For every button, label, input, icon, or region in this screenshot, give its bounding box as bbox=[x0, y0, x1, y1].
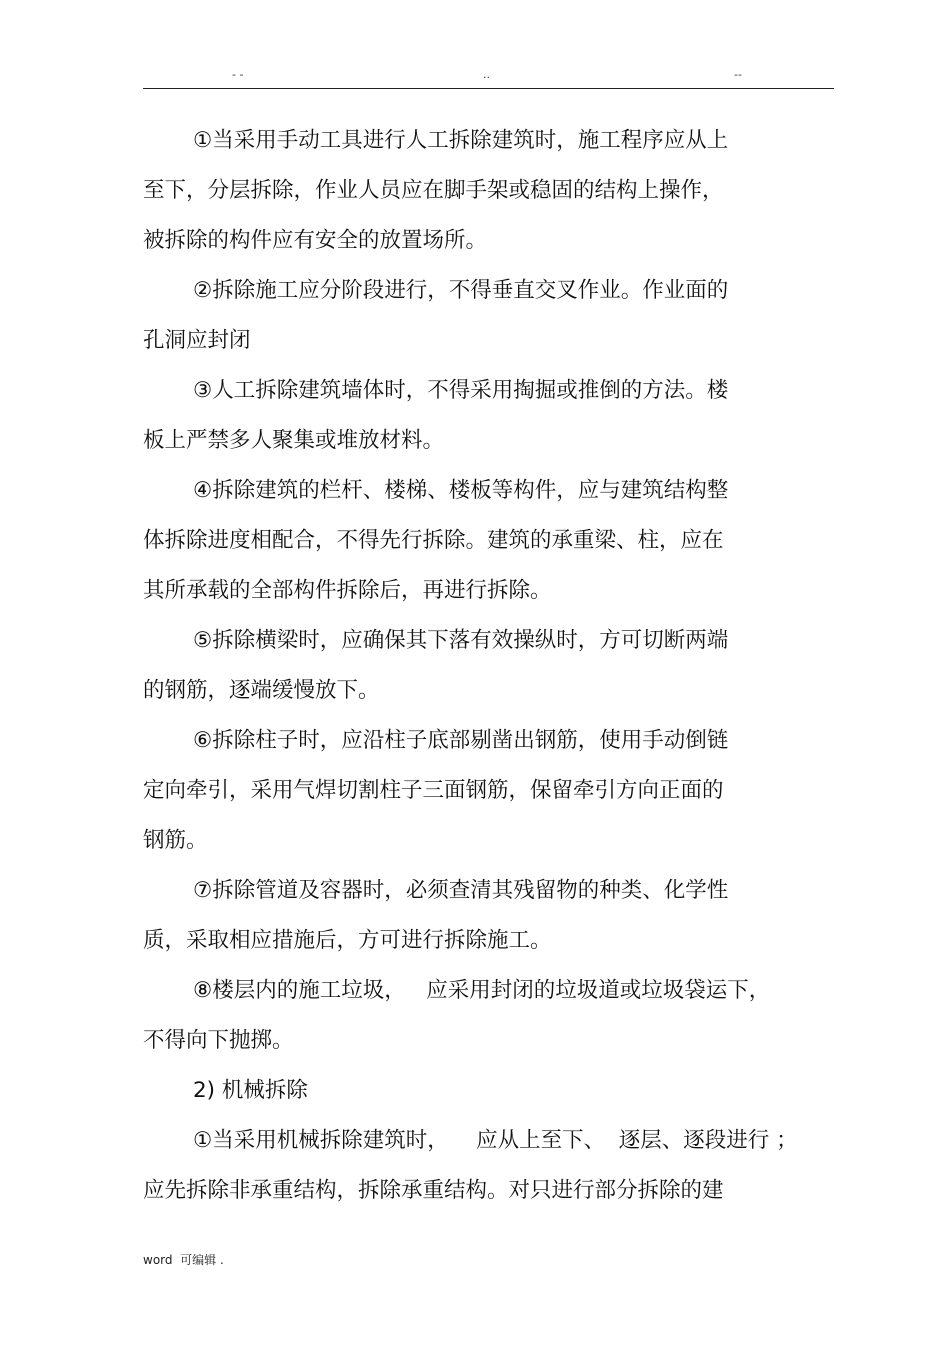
paragraph-line: ①当采用手动工具进行人工拆除建筑时，施工程序应从上 bbox=[193, 128, 729, 153]
page-footer: word 可编辑 . bbox=[143, 1253, 224, 1267]
paragraph-line: ⑧楼层内的施工垃圾， 应采用封闭的垃圾道或垃圾袋运下， bbox=[193, 978, 771, 1003]
header-left-mark: - - bbox=[232, 68, 244, 81]
header-right-mark: -- bbox=[734, 68, 742, 81]
paragraph-line: 体拆除进度相配合，不得先行拆除。建筑的承重梁、柱，应在 bbox=[143, 528, 724, 553]
paragraph-line: 质，采取相应措施后，方可进行拆除施工。 bbox=[143, 928, 552, 953]
paragraph-line: 不得向下抛掷。 bbox=[143, 1028, 294, 1053]
paragraph-line: ⑦拆除管道及容器时，必须查清其残留物的种类、化学性 bbox=[193, 878, 729, 903]
header-middle-mark: .. bbox=[483, 68, 490, 81]
paragraph-line: ⑤拆除横梁时，应确保其下落有效操纵时，方可切断两端 bbox=[193, 628, 729, 653]
paragraph-line: 钢筋。 bbox=[143, 828, 208, 853]
paragraph-line: 至下，分层拆除，作业人员应在脚手架或稳固的结构上操作， bbox=[143, 178, 724, 203]
header-rule bbox=[143, 88, 834, 89]
paragraph-line: 孔洞应封闭 bbox=[143, 328, 251, 353]
paragraph-line: 被拆除的构件应有安全的放置场所。 bbox=[143, 228, 488, 253]
paragraph-line: ②拆除施工应分阶段进行，不得垂直交叉作业。作业面的 bbox=[193, 278, 729, 303]
paragraph-line: ③人工拆除建筑墙体时，不得采用掏掘或推倒的方法。楼 bbox=[193, 378, 729, 403]
paragraph-line: 其所承载的全部构件拆除后，再进行拆除。 bbox=[143, 578, 552, 603]
section-heading-text: 2) 机械拆除 bbox=[193, 1078, 308, 1103]
paragraph-line: 应先拆除非承重结构，拆除承重结构。对只进行部分拆除的建 bbox=[143, 1178, 724, 1203]
paragraph-line: 板上严禁多人聚集或堆放材料。 bbox=[143, 428, 445, 453]
paragraph-line: 的钢筋，逐端缓慢放下。 bbox=[143, 678, 380, 703]
paragraph-line: ⑥拆除柱子时，应沿柱子底部剔凿出钢筋，使用手动倒链 bbox=[193, 728, 729, 753]
paragraph-line: ①当采用机械拆除建筑时， 应从上至下、 逐层、逐段进行 ； bbox=[193, 1128, 798, 1153]
paragraph-line: ④拆除建筑的栏杆、楼梯、楼板等构件，应与建筑结构整 bbox=[193, 478, 729, 503]
paragraph-line: 定向牵引，采用气焊切割柱子三面钢筋，保留牵引方向正面的 bbox=[143, 778, 724, 803]
